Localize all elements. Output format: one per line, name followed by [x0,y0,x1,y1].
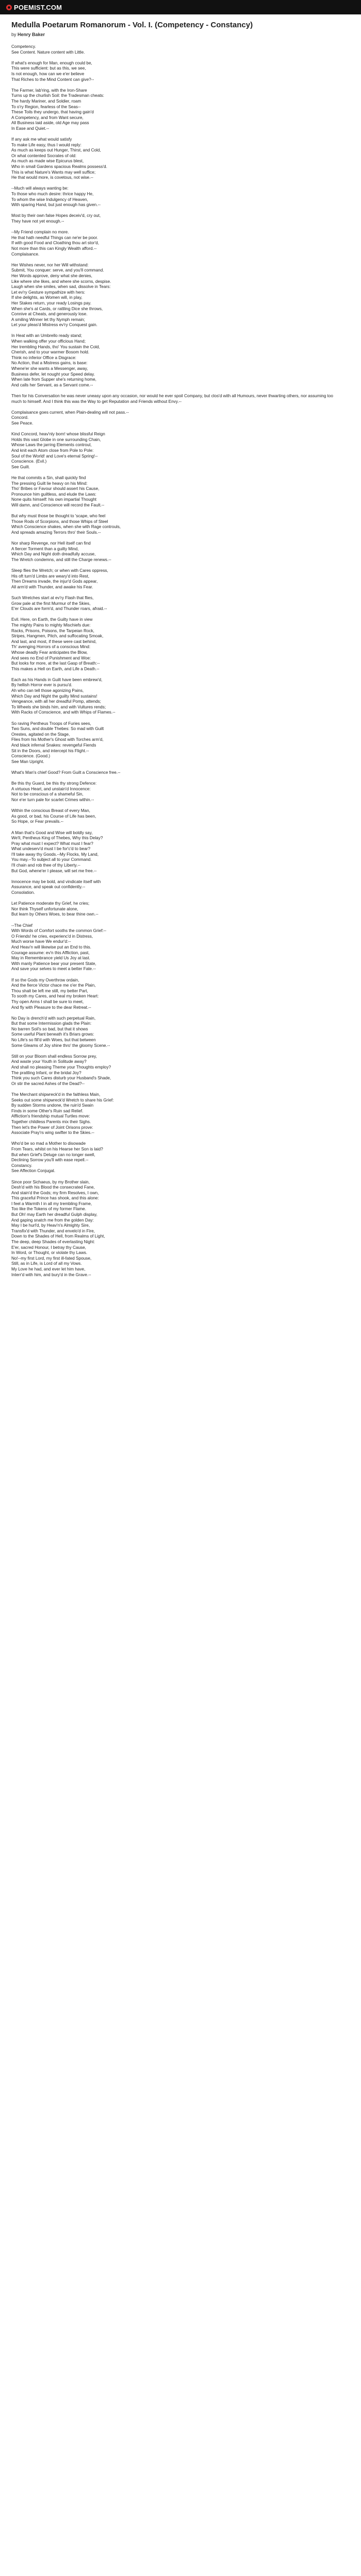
poem-line: A smiling Winner let thy Nymph remain; [11,317,85,322]
poem-line: Think you such Cares disturb your Husband's Shade, [11,1076,111,1081]
poem-line: Vengeance, with all her dreadful Pomp, attends; [11,699,101,704]
stanza [11,230,350,257]
poem-line: The Wretch condemns, and still the Charge renews.-- [11,557,111,562]
stanza [11,476,350,509]
poem-line: I feel a Warmth I in all my trembling Frame, [11,1201,92,1206]
poem-line: Interr'd with him, and bury'd in the Grave.-- [11,1272,91,1277]
poem-line: Conscience. (Evil.) [11,459,47,464]
poem-line: See Affection Conjugal. [11,1168,55,1174]
poem-line: They have not yet enough.-- [11,219,64,224]
poem-line: And waste your Youth in Solitude away? [11,1059,87,1064]
stanza [11,1016,350,1049]
poem-line: And black infernal Snakes: revengeful Fiends [11,743,96,748]
poem-line: --The Chief [11,923,32,928]
poem-line: Those Rods of Scorpions, and those Whips of Steel [11,519,108,524]
poem-line: Courage assume: ev'n this Affliction, past, [11,950,90,955]
poem-line: Some Gleams of Joy shine thro' the gloomy Scene.-- [11,1043,110,1048]
stanza [11,781,350,803]
poem-line: --My Friend complain no more. [11,230,69,235]
poem-line: Will damn, and Conscience will record the Fault.-- [11,502,105,507]
poem-line: Constancy. [11,1163,32,1168]
poem-line: And save your selves to meet a better Fate.-- [11,967,96,972]
poem-line: The hardy Mariner, and Soldier, roam [11,98,81,104]
stanza [11,568,350,590]
poem-line: And calls her Servant, as a Servant come.-- [11,382,93,387]
poem-line: Racks, Prisons, Poisons, the Tarpeian Rock, [11,628,94,633]
poem-line: And sees no End of Punishment and Woe: [11,655,91,660]
poem-line: To sooth my Cares, and heal my broken Heart: [11,994,99,999]
poem-line: And shall no pleasing Theme your Thoughts employ? [11,1065,111,1070]
stanza [11,1180,350,1278]
poem-line: Stripes, Hangmen, Pitch, and suffocating Smoak, [11,634,104,639]
poem-line: Turns up the churlish Soil: the Tradesman cheats: [11,93,104,98]
poem-line: My Love he had, and ever let him have, [11,1267,86,1272]
poem-line: And stain'd the Gods; my firm Resolves, I own, [11,1190,99,1195]
stanza [11,263,350,328]
stanza [11,677,350,716]
stanza [11,186,350,208]
poem-line: Pronounce him guiltless, and elude the Laws: [11,492,96,497]
poem-line: May I be hurl'd, by Heav'n's Almighty Sire, [11,1223,90,1228]
poem-line: Orestes, agitated on the Stage, [11,732,70,737]
stanza [11,514,350,535]
poem-line: Flies from his Mother's Ghost with Torches arm'd, [11,737,104,742]
poem-line: E'er Clouds are form'd, and Thunder roars, afraid.-- [11,606,107,612]
poem-line: Together childless Parents mix their Sighs. [11,1119,91,1124]
stanza [11,831,350,874]
poem-line: Transfix'd with Thunder, and envelo'd in Fire, [11,1228,95,1233]
poem-line: And spreads amazing Terrors thro' their Souls.-- [11,530,101,535]
poem-line: Two Suns, and double Thebes: So mad with Guilt [11,726,104,732]
poem-line: Kind Concord, heav'nly born! whose blissful Reign [11,432,105,437]
poem-line: This graceful Prince has shook, and this alone: [11,1196,99,1201]
stanza [11,901,350,918]
poem-line: Within the conscious Breast of every Man, [11,808,90,814]
poem-line: What undeserv'd must I be for'c'd to bear? [11,846,91,852]
poem-line: Her Wishes never, nor her Will withstand: [11,262,89,267]
poem-line: A fiercer Torment than a guilty Mind, [11,546,79,551]
poem-line: Sit in the Doors, and intercept his Flight.-- [11,748,89,753]
poem-line: Evil. Here, on Earth, the Guilty have in view [11,617,93,622]
poem-line: With sparing Hand, but just enough has given.-- [11,202,101,208]
poem-line: This is what Nature's Wants may well suffice; [11,170,96,175]
poem-line: Which Day and Night doth dreadfully accuse, [11,552,96,557]
poem-line: He that hath needful Things can ne'er be poor. [11,235,99,240]
stanza [11,88,350,132]
poem-line: Complaisance goes current, when Plain-dealing will not pass.-- [11,410,129,415]
poem-line: He that would more, is covetous, not wise.-- [11,175,93,180]
poem-line: Ah who can tell those agonizing Pains, [11,688,84,693]
poem-line: Which Day and Night the guilty Mind sustains! [11,693,97,699]
poem-title: Medulla Poetarum Romanorum - Vol. I. (Competency - Constancy) [11,21,253,29]
poem-line: Whene'er she wants a Messenger, away, [11,366,88,371]
poem-line: Who'd be so mad a Mother to disowade [11,1141,86,1146]
author-name[interactable]: Henry Baker [18,32,45,37]
stanza [11,1141,350,1174]
poem-line: A Competency, and from Want secure, [11,115,84,120]
poem-line: And fly with Pleasure to the dear Retreat.-- [11,1005,91,1010]
stanza [11,410,350,427]
poem-line: And gaping snatch me from the golden Day: [11,1217,94,1223]
poem-line: Her Stakes return, your ready Losings pay. [11,300,92,306]
poem-line: Much worse have We endur'd:-- [11,939,71,944]
poem-line: If she delights, as Women will, in play, [11,295,83,300]
poem-line: Holds this vast Globe in one surrounding Chain, [11,437,101,442]
poem-line: Still, as in Life, is Lord of all my Vows. [11,1261,82,1266]
poem-line: The prattling Infant, or the bridal Joy? [11,1070,81,1075]
poem-line: Let ev'ry Gesture sympathize with hers: [11,290,86,295]
stanza [11,394,350,404]
stanza [11,213,350,224]
stanza [11,923,350,972]
poem-line: A Man that's Good and Wise will boldly say, [11,830,93,835]
poem-line: Let your pleas'd Mistress ev'ry Conquest gain. [11,323,97,328]
byline [11,32,350,37]
poem-line: Not to be conscious of a shameful Sin, [11,792,84,797]
poem-line: To make Life easy, thus I would reply: [11,142,81,147]
poem-line: Who in small Gardens spacious Realms possess'd. [11,164,107,170]
stanza [11,1092,350,1136]
poem-line: If so the Gods my Overthrow ordain, [11,977,79,982]
stanza [11,137,350,181]
poem-line: With manly Patience bear your present State, [11,961,96,966]
poem-line: To whom the wise Indulgency of Heaven, [11,197,88,202]
poem-line: --Much will always wanting be: [11,186,69,191]
poem-line: Down to the Shades of Hell, from Realms of Light, [11,1234,105,1239]
poem-line: Competency. [11,44,36,49]
poem-line: Think no inferior Office a Disgrace: [11,355,76,360]
poem-line: I'll chain and rob thee of thy Liberty.-- [11,863,80,868]
poem-line: Which Conscience shakes, when she with Rage controuls, [11,524,121,530]
poem-line: Nor sharp Revenge, nor Hell itself can find [11,541,91,546]
poem-line: The Merchant shipwreck'd in the faithless Main, [11,1092,101,1097]
poem-line: Is not enough, how can we e'er believe [11,71,85,76]
poem-content [0,14,361,1278]
poem-line: Some useful Plant beneath it's Briars grows: [11,1032,94,1037]
poem-line: And last, and most, if these were cast behind, [11,639,97,644]
poem-line: Each as his Hands in Guilt have been embrew'd, [11,677,103,682]
poem-line: Submit, You conquer: serve, and you'll command. [11,268,104,273]
poem-line: This makes a Hell on Earth, and Life a Death.-- [11,666,100,671]
poem-line: The pressing Guilt lie heavy on his Mind: [11,481,88,486]
poem-line: Concord. [11,415,29,420]
poem-line: So Hope, or Fear prevails.-- [11,819,64,824]
poem-line: A virtuous Heart, and unstain'd Innocence: [11,786,91,791]
poem-line: From Tears, whilst on his Hearse her Son is laid? [11,1146,103,1151]
poem-line: To Wheels she binds him, and with Vultures rends; [11,704,106,709]
poem-line: Laugh when she smiles, when sad, dissolve in Tears: [11,284,111,290]
poem-line: If what's enough for Man, enough could be, [11,60,92,65]
author-prefix: by [11,32,17,37]
stanza [11,879,350,896]
poem-line: That Riches to the Mind Content can give?-- [11,77,94,82]
poem-line: Affliction's friendship mutual Turtles move: [11,1114,90,1119]
poem-line: Then let's the Power of Joint Orisons prove: [11,1125,93,1130]
poem-line: Then for his Conversation he was never uneasy upon any occasion, nor would he ever spoil Company, but clos'd with all Humours, never thwarting others, nor assuming too much to himself. And I think this was the Way to get Reputation and Friends without Envy.-- [11,394,333,404]
poem-line: By hellish Horror ever is pursu'd. [11,683,73,688]
poem-line: So raving Pentheus Troops of Furies sees, [11,721,91,726]
poem-line: Thou shalt be left me still, my better Part, [11,988,88,993]
poem-line: Like where she likes, and where she scorns, despise. [11,279,111,284]
poem-line: No barren Soil's so bad, but that it shows [11,1026,88,1031]
poem-line: In Word, or Thought, or violate thy Laws. [11,1250,88,1256]
poem-line: But when Grief's Deluge can no longer swell, [11,1152,95,1157]
poem-line: Or stir the sacred Ashes of the Dead?-- [11,1081,85,1086]
stanza [11,617,350,672]
poem-line: If any ask me what would satisfy [11,137,72,142]
brand-name: POEMIST.COM [14,3,62,11]
poem-line: Such Wretches start at ev'ry Flash that flies, [11,595,94,600]
poem-line: None quits himself: his own impartial Thought [11,497,97,502]
poem-line: You may.--To subject all to your Command. [11,857,92,862]
poem-line: See Peace. [11,420,34,426]
poem-line: Since poor Sichaeus, by my Brother slain, [11,1179,90,1184]
stanza [11,541,350,563]
poem-line: Still on your Bloom shall endless Sorrow prey, [11,1054,97,1059]
poem-line: Associate Pray'rs wing swifter to the Skies.-- [11,1130,94,1136]
poem-line: The Farmer, lab'ring, with the Iron-Share [11,88,87,93]
poem-line: See Man Upright. [11,759,44,764]
stanza [11,1054,350,1087]
poem-line: If with good Food and Cloathing thou art stor'd, [11,241,99,246]
poem-line: Thy open Arms I shall be sure to meet, [11,999,84,1004]
poem-line: When late from Supper she's returning home, [11,377,96,382]
stanza [11,978,350,1011]
stanza [11,333,350,388]
stanza [11,44,350,55]
stanza [11,61,350,82]
poem-line: All arm'd with Thunder, and awake his Fear. [11,584,93,589]
stanza [11,770,350,776]
top-bar [0,0,361,14]
poem-line: May in Remembrance yield Us Joy at last. [11,956,90,961]
poem-body [11,44,350,1278]
poem-line: Pray what must I expect? What must I fear? [11,841,93,846]
stanza [11,432,350,470]
poem-line: We'll, Pentheus King of Thebes, Why this Delay? [11,836,103,841]
poem-line: Not more than this can Kingly Wealth afford.-- [11,246,97,251]
poem-line: But learn by Others Woes, to bear thine own.-- [11,912,99,917]
poem-line: All Business laid aside, old Age may pass [11,121,89,126]
poem-line: To those who much desire: thrice happy He, [11,192,94,197]
poem-line: Too like the Tokens of my former Flame. [11,1207,87,1212]
poem-line: Let Patience moderate thy Grief, he cries; [11,901,90,906]
poem-line: Business defer, let nought your Speed delay. [11,371,95,377]
poem-line: Th' avenging Horrors of a conscious Mind: [11,645,91,650]
poem-line: Desh'd with his Blood the consecrated Fane, [11,1185,95,1190]
poem-line: Her trembling Hands, tho' You sustain the Cold, [11,344,100,349]
poem-line: Cherish, and to your warmer Bosom hold. [11,350,90,355]
poem-line: Consolation. [11,890,35,895]
poemist-logo-icon [6,5,12,10]
poem-line: I'll take away thy Goods.--My Flocks, My Land, [11,852,99,857]
poem-line: No Action, that a Mistress gains, is base: [11,361,88,366]
poem-line: Grow pale at the first Murmur of the Skies, [11,601,91,606]
poem-line: O Friends! he cries, experienc'd in Distress, [11,934,93,939]
poem-line: What's Man's chief Good? From Guilt a Conscience free.-- [11,770,121,775]
poem-line: Connive at Cheats, and generously lose. [11,312,88,317]
poem-line: Be this thy Guard, be this thy strong Defence: [11,781,97,786]
poem-line: His oft turn'd Limbs are weary'd into Rest, [11,573,90,579]
stanza [11,596,350,612]
poem-line: As much as made wise Epicurus blest, [11,159,84,164]
poem-line: And knit each Atom close from Pole to Pole: [11,448,94,453]
poem-line: In Ease and Quiet.-- [11,126,50,131]
poem-line: Declining Sorrow you'll with ease repell.-- [11,1158,89,1163]
poem-line: Assurance, and speak out confidently.-- [11,885,86,890]
poem-line: Whose deadly Fear anticipates the Blow, [11,650,88,655]
poem-line: Whose Laws the jarring Elements controul, [11,443,92,448]
poem-line: He that commits a Sin, shall quickly find [11,475,86,480]
poem-line: E'er, sacred Honour, I betray thy Cause, [11,1245,86,1250]
poem-line: But Oh! may Earth her dreadful Gulph display, [11,1212,97,1217]
poem-line: In Heat with an Umbrello ready stand; [11,333,82,338]
poem-line: Nor think Thyself unfortunate alone, [11,906,78,911]
poem-line: The deep, deep Shades of everlasting Night: [11,1240,95,1245]
poem-line: Complaisance. [11,251,40,257]
poem-line: Innocence may be bold, and vindicate itself with [11,879,101,884]
home-link[interactable] [6,4,62,11]
poem-line: But looks for more, at the last Gasp of Breath:-- [11,661,100,666]
poem-line: Tho' Bribes or Favour should assert his Cause, [11,486,100,492]
poem-line: Sleep flies the Wretch; or when with Cares oppress, [11,568,108,573]
poem-line: The mighty Pains to mighty Mischiefs due: [11,622,91,628]
poem-line: Or what contented Socrates of old: [11,153,77,158]
poem-line: Most by their own false Hopes deceiv'd, cry out, [11,213,101,218]
poem-line: When walking offer your officious Hand; [11,339,86,344]
poem-line: As much as keeps out Hunger, Thirst, and Cold, [11,148,101,153]
poem-line: And the fierce Victor chace me o'er the Plain, [11,983,96,988]
stanza [11,808,350,825]
poem-line: Her Words approve, deny what she denies, [11,273,92,278]
poem-line: Finds in some Other's Ruin sad Relief. [11,1108,84,1113]
poem-line: No Life's so fill'd with Woes, but that between [11,1038,96,1043]
poem-line: See Guilt. [11,464,30,469]
poem-line: Nor e'er turn pale for scarlet Crimes within.-- [11,797,94,802]
poem-line: But why must those be thought to 'scape, who feel [11,514,106,519]
poem-line: With Words of Comfort sooths the common Grief:-- [11,928,107,934]
poem-line: No Day is drench'd with such perpetual Rain, [11,1015,96,1021]
poem-line: No!--my first Lord, my first ill-fated Spouse, [11,1256,92,1261]
poem-line: When she's at Cards, or rattling Dice she throws, [11,306,103,311]
poem-line: As good, or bad, his Course of Life has been, [11,814,96,819]
stanza [11,721,350,765]
poem-line: Soul of the World! and Love's eternal Spring!-- [11,453,98,459]
poem-line: But God, whene'er I please, will set me free.-- [11,868,97,873]
poem-line: By sudden Storms undone, the ruin'd Swain [11,1103,94,1108]
poem-line: These Toils they undergo, that having gain'd [11,110,94,115]
poem-line: And Heav'n will likewise put an End to this. [11,944,91,950]
poem-line: But that some Intermission glads the Plain: [11,1021,92,1026]
poem-line: Then Dreams invade, the injur'd Gods appear, [11,579,98,584]
poem-line: To o'ry Region, fearless of the Seas-- [11,104,81,109]
poem-line: See Content. Nature content with Little. [11,49,85,55]
poem-line: Conscience. (Good.) [11,754,51,759]
poem-line: Seeks out some shipwreck'd Wretch to share his Grief: [11,1097,114,1103]
poem-line: With Racks of Conscience, and with Whips of Flames.-- [11,710,116,715]
poem-line: This were sufficient: but as this, we see, [11,66,86,71]
